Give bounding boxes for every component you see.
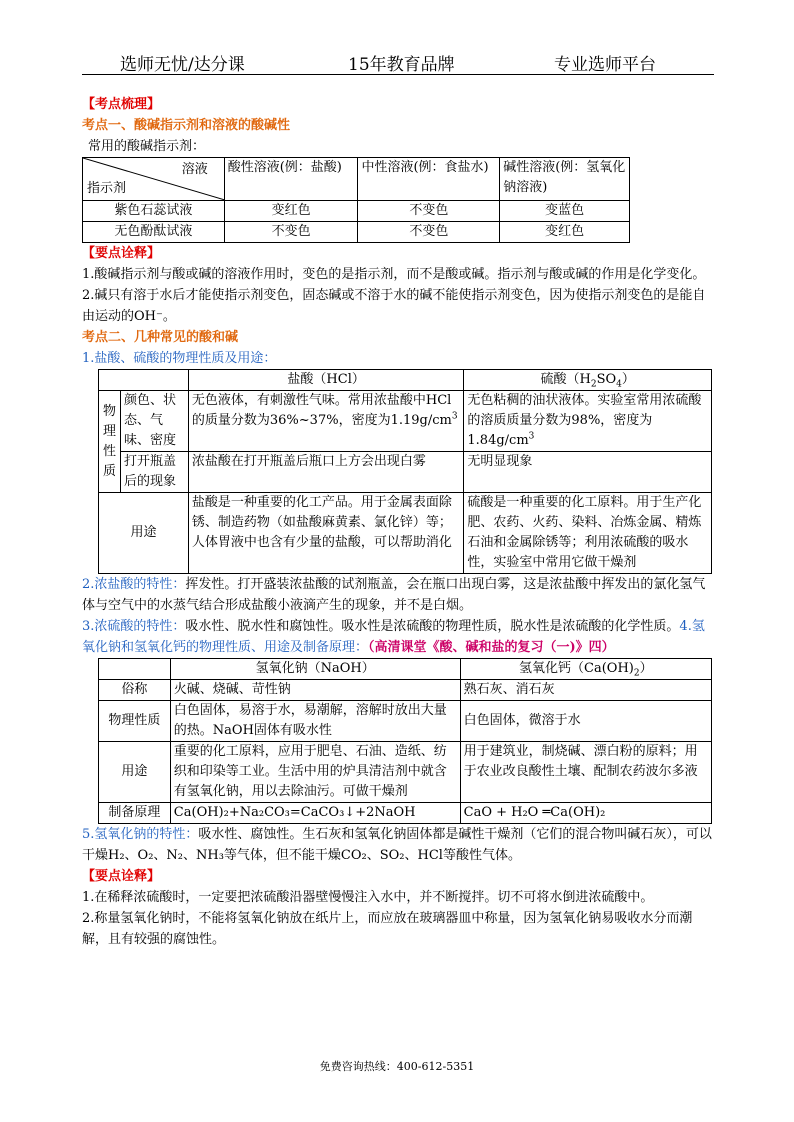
acid-properties-subheading: 1.盐酸、硫酸的物理性质及用途： [82, 351, 277, 366]
note-1: 1.酸碱指示剂与酸或碱的溶液作用时，变色的是指示剂，而不是酸或碱。指示剂与酸或碱的作用是化学变化。 [82, 267, 706, 282]
header-right: 专业选师平台 [554, 55, 656, 75]
header-divider [82, 74, 714, 75]
cell-h2so4-open-bottle: 无明显现象 [464, 452, 712, 493]
indicator-table [82, 157, 630, 243]
lesson-reference-link: （高清课堂《酸、碱和盐的复习（一)》四） [368, 640, 615, 655]
hcl-property-paragraph: 2.浓盐酸的特性：挥发性。打开盛装浓盐酸的试剂瓶盖，会在瓶口出现白雾，这是浓盐酸中挥发出的氯化氢气体与空气中的水蒸气结合形成盐酸小液滴产生的现象，并不是白烟。 [82, 577, 706, 613]
cell-caoh-preparation: CaO + H₂O ═Ca(OH)₂ [460, 803, 711, 824]
header-hcl: 盐酸（HCl） [188, 370, 464, 391]
diag-bottom-label: 指示剂 [87, 181, 127, 196]
header-naoh: 氢氧化钠（NaOH） [170, 659, 460, 680]
row-label-use: 用途 [99, 493, 189, 574]
notes-title-2: 【要点诠释】 [82, 869, 161, 884]
cell-acid: 不变色 [224, 222, 358, 243]
cell-naoh-use: 重要的化工原料，应用于肥皂、石油、造纸、纺织和印染等工业。生活中用的炉具清洁剂中就含有氢氧化钠，用以去除油污。可做干燥剂 [170, 742, 460, 803]
header-acid: 酸性溶液(例：盐酸) [224, 158, 358, 201]
cell-neutral: 不变色 [358, 201, 500, 222]
header-left: 选师无忧/达分课 [120, 55, 245, 75]
table-row [83, 222, 630, 243]
row-label-appearance: 颜色、状态、气味、密度 [120, 391, 188, 452]
acid-table [98, 369, 712, 574]
indicator-intro: 常用的酸碱指示剂： [88, 139, 206, 154]
diagonal-header-cell [83, 158, 225, 201]
header-h2so4: 硫酸$(H_2SO_4)$ [464, 370, 712, 391]
cell-hcl-open-bottle: 浓盐酸在打开瓶盖后瓶口上方会出现白雾 [188, 452, 464, 493]
cell-acid: 变红色 [224, 201, 358, 222]
physical-properties-label: 物理性质 [99, 391, 121, 493]
diag-top-label: 溶液 [181, 162, 208, 177]
note-3: 1.在稀释浓硫酸时，一定要把浓硫酸沿器壁慢慢注入水中，并不断搅拌。切不可将水倒进浓硫酸中。 [82, 890, 654, 905]
header-neutral: 中性溶液(例：食盐水) [358, 158, 500, 201]
row-name: 无色酚酞试液 [83, 222, 225, 243]
point-2-heading: 考点二、几种常见的酸和碱 [82, 330, 239, 345]
row-label-preparation: 制备原理 [99, 803, 171, 824]
header-caoh: 氢氧化钙$(Ca(OH)_2)$ [460, 659, 711, 680]
cell-caoh-physical: 白色固体，微溶于水 [460, 701, 711, 742]
cell-base: 变红色 [500, 222, 630, 243]
note-4: 2.称量氢氧化钠时，不能将氢氧化钠放在纸片上，而应放在玻璃器皿中称量，因为氢氧化钠易吸收水分而潮解，且有较强的腐蚀性。 [82, 911, 693, 947]
section-title: 【考点梳理】 [82, 97, 161, 112]
cell-hcl-appearance: 无色液体，有刺激性气味。常用浓盐酸中HCl的质量分数为36%~37%，密度为$1.19g/cm^3$ [188, 391, 464, 452]
cell-neutral: 不变色 [358, 222, 500, 243]
row-label-use: 用途 [99, 742, 171, 803]
note-2: 2.碱只有溶于水后才能使指示剂变色，固态碱或不溶于水的碱不能使指示剂变色，因为使指示剂变色的是能自由运动的OH⁻。 [82, 288, 706, 324]
cell-h2so4-use: 硫酸是一种重要的化工原料。用于生产化肥、农药、火药、染料、冶炼金属、精炼石油和金属除锈等；利用浓硫酸的吸水性，实验室中常用它做干燥剂 [464, 493, 712, 574]
row-label-common-name: 俗称 [99, 680, 171, 701]
cell-naoh-preparation: Ca(OH)₂+Na₂CO₃=CaCO₃↓+2NaOH [170, 803, 460, 824]
base-table [98, 658, 712, 824]
cell-h2so4-appearance: 无色粘稠的油状液体。实验室常用浓硫酸的溶质质量分数为98%，密度为$1.84g/cm^3$ [464, 391, 712, 452]
cell-hcl-use: 盐酸是一种重要的化工产品。用于金属表面除锈、制造药物（如盐酸麻黄素、氯化锌）等；人体胃液中也含有少量的盐酸，可以帮助消化 [188, 493, 464, 574]
cell-naoh-physical: 白色固体，易溶于水，易潮解，溶解时放出大量的热。NaOH固体有吸水性 [170, 701, 460, 742]
cell-caoh-use: 用于建筑业，制烧碱、漂白粉的原料；用于农业改良酸性土壤、配制农药波尔多液 [460, 742, 711, 803]
table-row [83, 201, 630, 222]
cell-base: 变蓝色 [500, 201, 630, 222]
h2so4-property-paragraph: 3.浓硫酸的特性：吸水性、脱水性和腐蚀性。吸水性是浓硫酸的物理性质，脱水性是浓硫酸的化学性质。4.氢氧化钠和氢氧化钙的物理性质、用途及制备原理：（高清课堂《酸、碱和盐的复习（一)》四） [82, 619, 705, 655]
row-name: 紫色石蕊试液 [83, 201, 225, 222]
header-center: 15年教育品牌 [348, 55, 455, 75]
naoh-property-paragraph: 5.氢氧化钠的特性：吸水性、腐蚀性。生石灰和氢氧化钠固体都是碱性干燥剂（它们的混合物叫碱石灰），可以干燥H₂、O₂、N₂、NH₃等气体，但不能干燥CO₂、SO₂、HCl等酸性气体。 [82, 827, 712, 863]
main-content [82, 94, 714, 950]
notes-title-1: 【要点诠释】 [82, 246, 161, 261]
point-1-heading: 考点一、酸碱指示剂和溶液的酸碱性 [82, 118, 291, 133]
row-label-open-bottle: 打开瓶盖后的现象 [120, 452, 188, 493]
cell-caoh-common-name: 熟石灰、消石灰 [460, 680, 711, 701]
row-label-physical: 物理性质 [99, 701, 171, 742]
footer-hotline: 免费咨询热线：400-612-5351 [319, 1060, 475, 1073]
header-base: 碱性溶液(例：氢氧化钠溶液) [500, 158, 630, 201]
cell-naoh-common-name: 火碱、烧碱、苛性钠 [170, 680, 460, 701]
